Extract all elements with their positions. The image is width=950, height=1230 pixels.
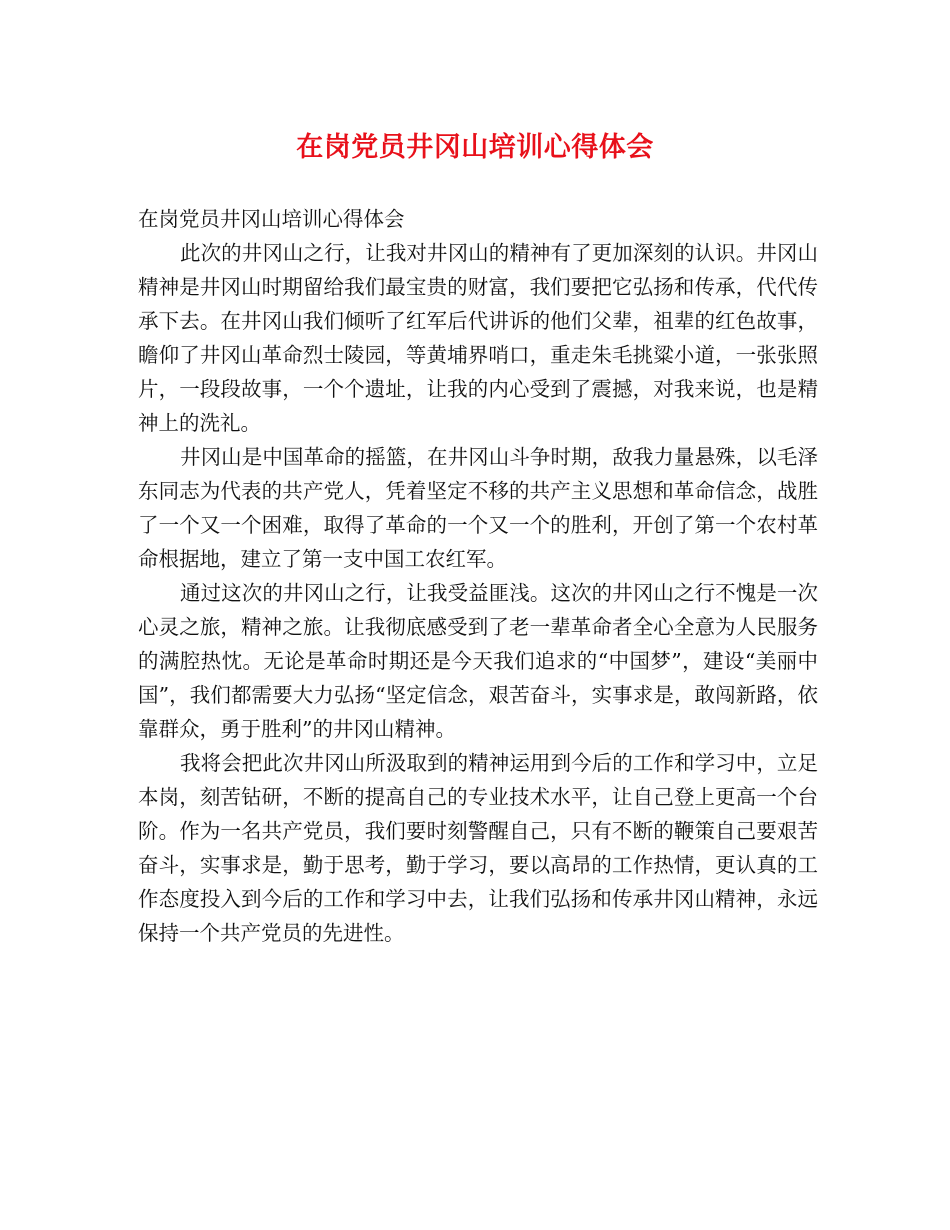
paragraph-3: 通过这次的井冈山之行，让我受益匪浅。这次的井冈山之行不愧是一次心灵之旅，精神之旅。让我彻底感受到了老一辈革命者全心全意为人民服务的满腔热忱。无论是革命时期还是今天我们追求的“中国梦”，建设“美丽中国”，我们都需要大力弘扬“坚定信念，艰苦奋斗，实事求是，敢闯新路，依靠群众，勇于胜利”的井冈山精神。 xyxy=(138,581,818,741)
paragraph-2: 井冈山是中国革命的摇篮，在井冈山斗争时期，敌我力量悬殊，以毛泽东同志为代表的共产党人，凭着坚定不移的共产主义思想和革命信念，战胜了一个又一个困难，取得了革命的一个又一个的胜利，开创了第一个农村革命根据地，建立了第一支中国工农红军。 xyxy=(138,445,818,571)
document-subtitle: 在岗党员井冈山培训心得体会 xyxy=(138,207,405,231)
paragraph-1: 此次的井冈山之行，让我对井冈山的精神有了更加深刻的认识。井冈山精神是井冈山时期留给我们最宝贵的财富，我们要把它弘扬和传承，代代传承下去。在井冈山我们倾听了红军后代讲诉的他们父辈，祖辈的红色故事，瞻仰了井冈山革命烈士陵园，等黄埔界哨口，重走朱毛挑粱小道，一张张照片，一段段故事，一个个遗址，让我的内心受到了震撼，对我来说，也是精神上的洗礼。 xyxy=(138,241,818,435)
document-body xyxy=(138,202,818,950)
document-title: 在岗党员井冈山培训心得体会 xyxy=(296,132,654,163)
paragraph-4: 我将会把此次井冈山所汲取到的精神运用到今后的工作和学习中，立足本岗，刻苦钻研，不断的提高自己的专业技术水平，让自己登上更高一个台阶。作为一名共产党员，我们要时刻警醒自己，只有不断的鞭策自己要艰苦奋斗，实事求是，勤于思考，勤于学习，要以高昂的工作热情，更认真的工作态度投入到今后的工作和学习中去，让我们弘扬和传承井冈山精神，永远保持一个共产党员的先进性。 xyxy=(138,751,818,945)
